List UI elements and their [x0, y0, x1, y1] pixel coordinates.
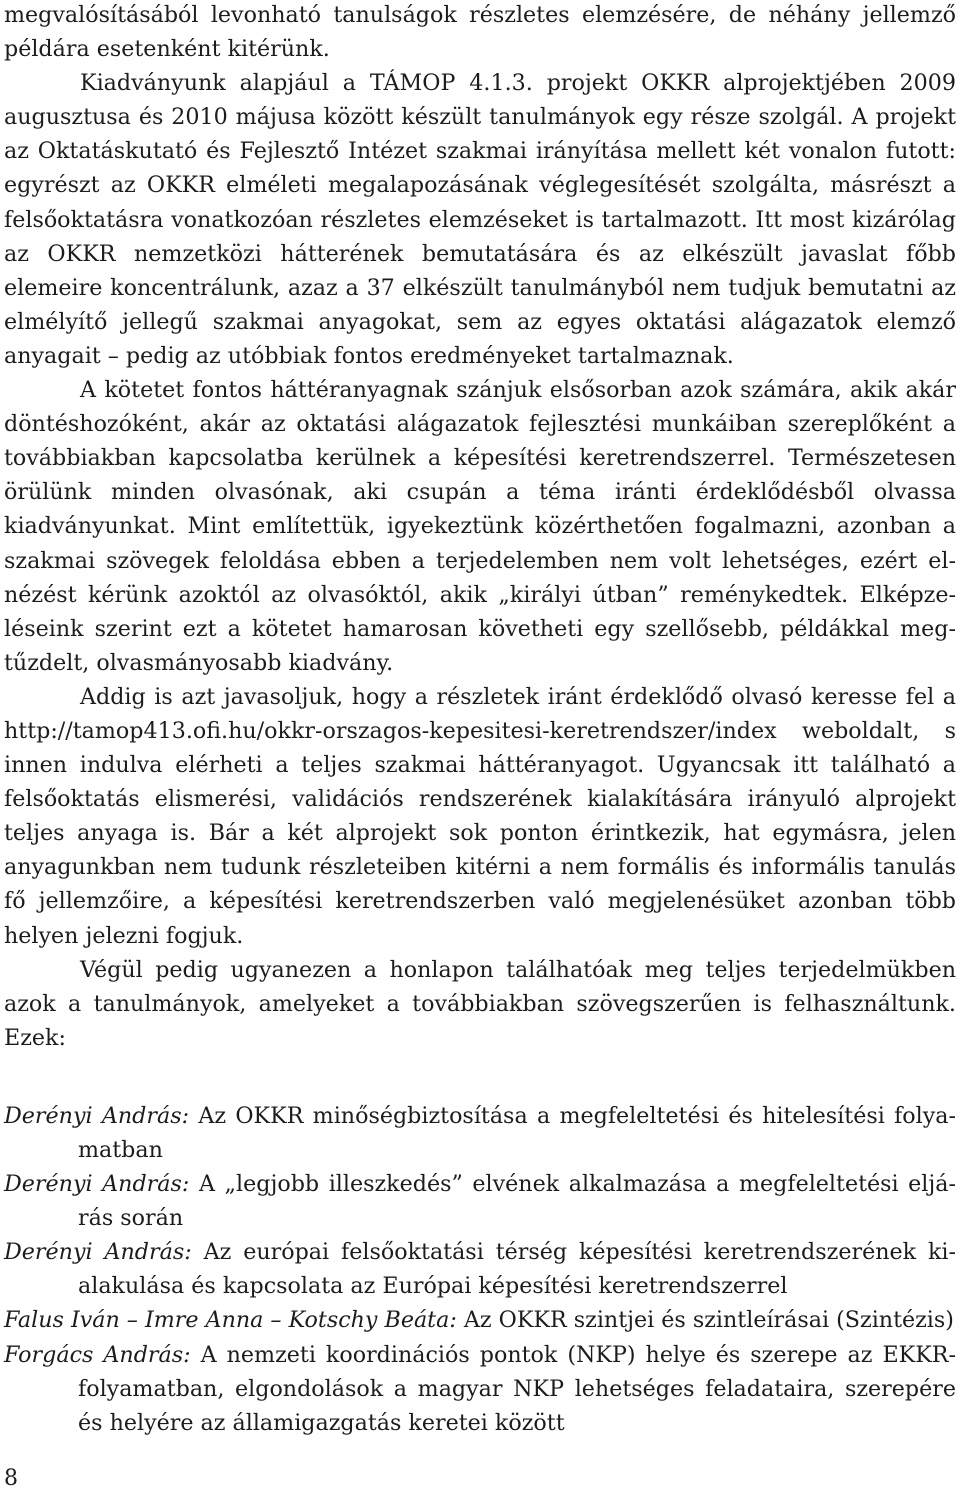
paragraph-text: Kiadványunk alapjául a TÁMOP 4.1.3. projekt OKKR alprojektjében 2009 augusztusa és 2010 májusa között készült tanulmányok egy része szolgál. A projekt az Oktatáskutató és Fejlesztő Intézet szakmai irányítása mellett két vonalon futott: egyrészt az OKKR elméleti megalapozásának véglegesítését szolgálta, másrészt a felsőoktatásra vonatkozóan részletes elemzéseket is tartalmazott. Itt most kizárólag az OKKR nemzetközi hátterének bemutatására és az elkészült javaslat főbb elemeire koncentrálunk, azaz a 37 elkészült tanulmányból nem tudjuk bemutatni az elmélyítő jellegű szakmai anyagokat, sem az egyes oktatási alágazatok elemző anyagait – pedig az utóbbiak fontos eredményeket tartalmaznak.	[4, 70, 956, 369]
reference-item	[4, 1303, 956, 1337]
reference-title: Az európai felsőoktatási térség képesítési keretrendszerének kialakulása és kapcsolata az Európai képesítési keretrendszerrel	[78, 1239, 957, 1300]
paragraph-audience	[4, 373, 956, 680]
reference-author: Derényi András:	[4, 1171, 190, 1198]
paragraph-text: megvalósításából levonható tanulságok részletes elemzésére, de néhány jellemző példára esetenként kitérünk.	[4, 2, 956, 63]
reference-list	[4, 1099, 956, 1440]
paragraph-text: A kötetet fontos háttéranyagnak szánjuk elsősorban azok számára, akik akár döntéshozóként, akár az oktatási alágazatok fejlesztési munkáiban szereplőként a továbbiakban kapcsolatba kerülnek a képesítési keretrendszerrel. Természetesen örülünk minden olvasónak, aki csupán a téma iránti érdeklődésből olvassa kiadványunkat. Mint említettük, igyekeztünk közérthetően fogalmazni, azonban a szakmai szövegek feloldása ebben a terjedelemben nem volt lehetséges, ezért elnézést kérünk azoktól az olvasóktól, akik „királyi útban” reménykedtek. Elképzeléseink szerint ezt a kötetet hamarosan követheti egy szellősebb, példákkal megtűzdelt, olvasmányosabb kiadvány.	[4, 377, 956, 676]
reference-title: A nemzeti koordinációs pontok (NKP) helye és szerepe az EKKR-folyamatban, elgondolások a magyar NKP lehetséges feladataira, szerepére és helyére az államigazgatás keretei között	[78, 1341, 956, 1436]
reference-item	[4, 1099, 956, 1167]
paragraph-source	[4, 66, 956, 373]
paragraph-text: Végül pedig ugyanezen a honlapon találhatóak meg teljes terjedelmükben azok a tanulmányok, amelyeket a továbbiakban szövegszerűen is felhasználtunk. Ezek:	[4, 956, 956, 1051]
reference-author: Derényi András:	[4, 1102, 190, 1129]
reference-title: Az OKKR szintjei és szintleírásai (Szintézis)	[463, 1307, 954, 1334]
reference-item	[4, 1167, 956, 1235]
paragraph-text: Addig is azt javasoljuk, hogy a részletek iránt érdeklődő olvasó keresse fel a http://tamop413.ofi.hu/okkr-orszagos-kepesitesi-keretrendszer/index weboldalt, s innen indulva elérheti a teljes szakmai háttéranyagot. Ugyancsak itt található a felsőoktatás elismerési, validációs rendszerének kialakítására irányuló alprojekt teljes anyaga is. Bár a két alprojekt sok ponton érintkezik, hat egymásra, jelen anyagunkban nem tudunk részleteiben kitérni a nem formális és informális tanulás fő jellemzőire, a képesítési keretrendszerben való megjelenésüket azonban több helyen jelezni fogjuk.	[4, 683, 956, 949]
document-page	[4, 0, 956, 1440]
paragraph-continuation	[4, 0, 956, 66]
reference-item	[4, 1235, 956, 1303]
reference-title: Az OKKR minőségbiztosítása a megfeleltetési és hitelesítési folyamatban	[78, 1102, 957, 1163]
reference-author: Forgács András:	[4, 1341, 191, 1368]
reference-author: Falus Iván – Imre Anna – Kotschy Beáta:	[4, 1307, 457, 1334]
reference-item	[4, 1338, 956, 1440]
paragraph-website	[4, 680, 956, 953]
reference-author: Derényi András:	[4, 1239, 192, 1266]
reference-title: A „legjobb illeszkedés” elvének alkalmazása a megfeleltetési eljárás során	[78, 1171, 957, 1232]
page-number: 8	[4, 1466, 18, 1491]
paragraph-studies	[4, 953, 956, 1055]
